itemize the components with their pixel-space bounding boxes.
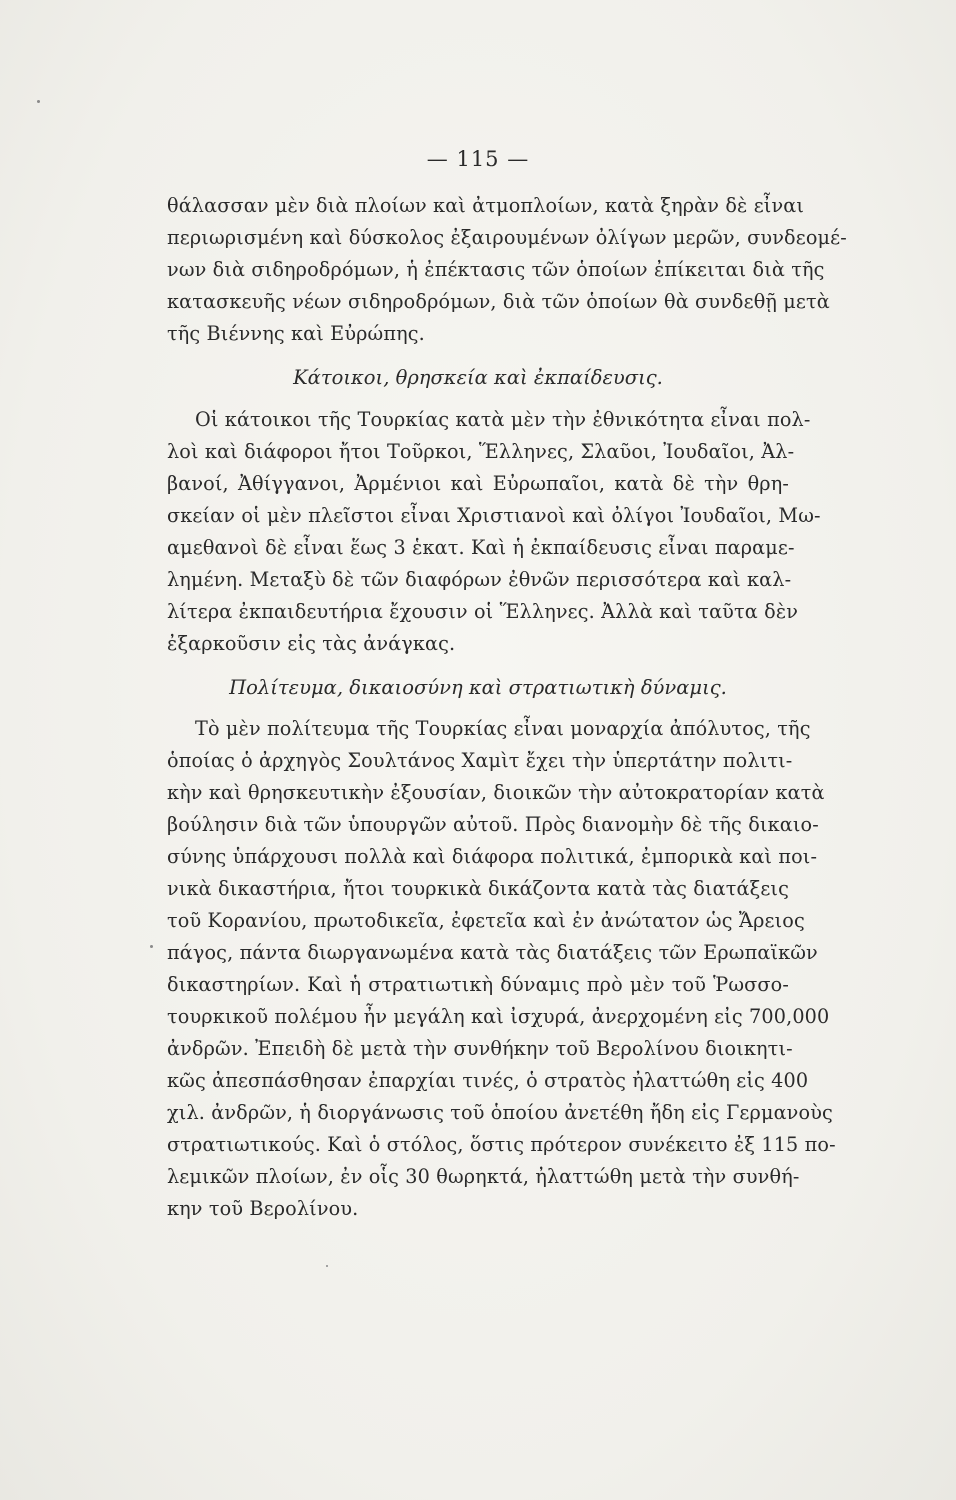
paragraph-line: Οἱ κάτοικοι τῆς Τουρκίας κατὰ μὲν τὴν ἐθνικότητα εἶναι πολ- <box>195 408 811 431</box>
paragraph-line: περιωρισμένη καὶ δύσκολος ἐξαιρουμένων ὀλίγων μερῶν, συνδεομέ- <box>167 226 847 249</box>
paragraph-line: κην τοῦ Βερολίνου. <box>167 1197 359 1220</box>
paragraph-line: λημένη. Μεταξὺ δὲ τῶν διαφόρων ἐθνῶν περισσότερα καὶ καλ- <box>167 568 792 591</box>
paragraph-line: τουρκικοῦ πολέμου ἦν μεγάλη καὶ ἰσχυρά, ἀνερχομένη εἰς 700,000 <box>167 1005 830 1028</box>
paragraph-line: νικὰ δικαστήρια, ἤτοι τουρκικὰ δικάζοντα κατὰ τὰς διατάξεις <box>167 877 789 900</box>
paragraph-line: βανοί, Ἀθίγγανοι, Ἀρμένιοι καὶ Εὐρωπαῖοι, κατὰ δὲ τὴν θρη- <box>167 472 789 495</box>
paper-speck <box>150 945 153 948</box>
paragraph-line: κῶς ἀπεσπάσθησαν ἐπαρχίαι τινές, ὁ στρατὸς ἠλαττώθη εἰς 400 <box>167 1069 809 1092</box>
paragraph-line: κατασκευῆς νέων σιδηροδρόμων, διὰ τῶν ὁποίων θὰ συνδεθῇ μετὰ <box>167 290 830 313</box>
paragraph-line: σύνης ὑπάρχουσι πολλὰ καὶ διάφορα πολιτικά, ἐμπορικὰ καὶ ποι- <box>167 845 818 868</box>
paragraph-line: ὁποίας ὁ ἀρχηγὸς Σουλτάνος Χαμὶτ ἔχει τὴν ὑπερτάτην πολιτι- <box>167 749 793 772</box>
paragraph-line: τῆς Βιέννης καὶ Εὐρώπης. <box>167 322 425 345</box>
paragraph-line: πάγος, πάντα διωργανωμένα κατὰ τὰς διατάξεις τῶν Ερωπαϊκῶν <box>167 941 818 964</box>
paragraph-line: δικαστηρίων. Καὶ ἡ στρατιωτικὴ δύναμις πρὸ μὲν τοῦ Ῥωσσο- <box>167 973 789 996</box>
paragraph-line: στρατιωτικούς. Καὶ ὁ στόλος, ὅστις πρότερον συνέκειτο ἐξ 115 πο- <box>167 1133 836 1156</box>
paragraph-line: Τὸ μὲν πολίτευμα τῆς Τουρκίας εἶναι μοναρχία ἀπόλυτος, τῆς <box>195 717 811 740</box>
paragraph-line: τοῦ Κορανίου, πρωτοδικεῖα, ἐφετεῖα καὶ ἐν ἀνώτατον ὡς Ἄρειος <box>167 909 805 932</box>
paragraph-line: κὴν καὶ θρησκευτικὴν ἐξουσίαν, διοικῶν τὴν αὐτοκρατορίαν κατὰ <box>167 781 825 804</box>
paragraph-line: βούλησιν διὰ τῶν ὑπουργῶν αὐτοῦ. Πρὸς διανομὴν δὲ τῆς δικαιο- <box>167 813 819 836</box>
section-heading-government: Πολίτευμα, δικαιοσύνη καὶ στρατιωτικὴ δύναμις. <box>229 676 727 699</box>
paper-speck <box>326 1265 328 1267</box>
paragraph-line: σκείαν οἱ μὲν πλεῖστοι εἶναι Χριστιανοὶ καὶ ὀλίγοι Ἰουδαῖοι, Μω- <box>167 504 821 527</box>
paragraph-line: θάλασσαν μὲν διὰ πλοίων καὶ ἀτμοπλοίων, κατὰ ξηρὰν δὲ εἶναι <box>167 194 805 217</box>
paragraph-line: χιλ. ἀνδρῶν, ἡ διοργάνωσις τοῦ ὁποίου ἀνετέθη ἤδη εἰς Γερμανοὺς <box>167 1101 833 1124</box>
paragraph-line: λίτερα ἐκπαιδευτήρια ἔχουσιν οἱ Ἕλληνες. Ἀλλὰ καὶ ταῦτα δὲν <box>167 600 799 623</box>
paragraph-line: νων διὰ σιδηροδρόμων, ἡ ἐπέκτασις τῶν ὁποίων ἐπίκειται διὰ τῆς <box>167 258 825 281</box>
paragraph-line: ἐξαρκοῦσιν εἰς τὰς ἀνάγκας. <box>167 632 456 655</box>
paragraph-line: αμεθανοὶ δὲ εἶναι ἕως 3 ἑκατ. Καὶ ἡ ἐκπαίδευσις εἶναι παραμε- <box>167 536 795 559</box>
paper-speck <box>37 100 40 103</box>
paragraph-line: ἀνδρῶν. Ἐπειδὴ δὲ μετὰ τὴν συνθήκην τοῦ Βερολίνου διοικητι- <box>167 1037 793 1060</box>
paragraph-line: λοὶ καὶ διάφοροι ἤτοι Τοῦρκοι, Ἕλληνες, Σλαῦοι, Ἰουδαῖοι, Ἀλ- <box>167 440 795 463</box>
page-number: — 115 — <box>426 147 530 171</box>
section-heading-inhabitants: Κάτοικοι, θρησκεία καὶ ἐκπαίδευσις. <box>293 366 663 389</box>
paragraph-line: λεμικῶν πλοίων, ἐν οἷς 30 θωρηκτά, ἠλαττώθη μετὰ τὴν συνθή- <box>167 1165 800 1188</box>
